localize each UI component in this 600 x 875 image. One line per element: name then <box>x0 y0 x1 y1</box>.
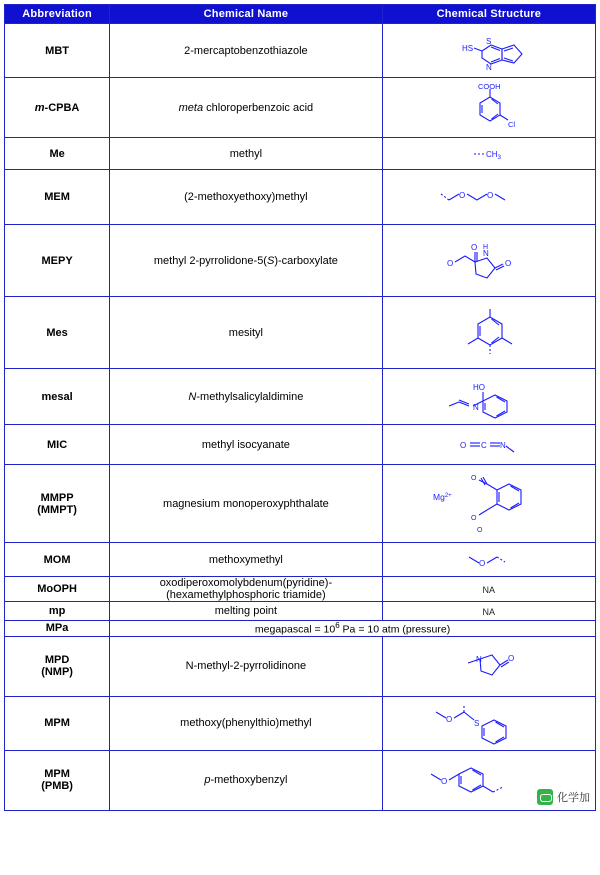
name-suffix: )-carboxylate <box>274 254 338 267</box>
cell-chemical-name: methyl isocyanate <box>110 425 382 465</box>
structure-label: O <box>476 526 483 534</box>
structure-label: S <box>485 36 492 46</box>
methyl-pyrrolidone-carboxylate-structure <box>383 230 595 292</box>
structure-label: O <box>470 514 477 522</box>
name-prefix: methyl 2-pyrrolidone-5( <box>153 254 267 267</box>
table-row <box>5 425 596 465</box>
cell-abbreviation: MBT <box>5 24 110 78</box>
cell-chemical-name-wide <box>110 621 596 637</box>
cell-chemical-name: N-methyl-2-pyrrolidinone <box>110 636 382 696</box>
cell-chemical-structure <box>382 636 595 696</box>
table-row <box>5 543 596 577</box>
column-header-chemical-structure: Chemical Structure <box>382 5 595 24</box>
cell-abbreviation: MEM <box>5 170 110 225</box>
table-row <box>5 297 596 369</box>
cell-chemical-structure <box>382 170 595 225</box>
cell-chemical-structure <box>382 696 595 750</box>
table-row <box>5 602 596 621</box>
structure-label: O <box>507 654 515 663</box>
cell-chemical-name <box>110 577 382 602</box>
not-available-label: NA <box>482 607 496 617</box>
structure-label: N <box>482 248 489 258</box>
structure-label: O <box>470 474 477 482</box>
cell-abbreviation: MPa <box>5 621 110 637</box>
structure-label: O <box>504 258 512 268</box>
cell-chemical-structure <box>382 225 595 297</box>
methyl-isocyanate-structure <box>383 430 595 460</box>
table-row <box>5 225 596 297</box>
cell-abbreviation <box>5 636 110 696</box>
cell-chemical-structure <box>382 577 595 602</box>
methoxyethoxymethyl-structure <box>383 182 595 212</box>
cell-abbreviation: MIC <box>5 425 110 465</box>
cell-chemical-name <box>110 750 382 810</box>
structure-label: S <box>473 719 480 728</box>
abbreviation-table-sheet <box>4 4 596 811</box>
table-row <box>5 750 596 810</box>
methoxy-phenylthio-methyl-structure <box>383 700 595 746</box>
watermark <box>537 789 590 805</box>
column-header-chemical-name: Chemical Name <box>110 5 382 24</box>
structure-label: N <box>472 402 479 412</box>
n-methyl-pyrrolidinone-structure <box>383 641 595 691</box>
not-available-label: NA <box>482 585 496 595</box>
structure-label: C <box>480 440 487 450</box>
structure-label: O <box>440 777 448 786</box>
table-row <box>5 621 596 637</box>
abbreviation-table <box>4 4 596 811</box>
structure-label: O <box>446 258 454 268</box>
name-prefix: megapascal = 10 <box>254 623 336 636</box>
column-header-abbreviation: Abbreviation <box>5 5 110 24</box>
abbrev-line-1: MPM <box>44 768 70 780</box>
cell-abbreviation <box>5 750 110 810</box>
structure-label: HO <box>472 382 485 392</box>
cell-abbreviation: Me <box>5 138 110 170</box>
cell-chemical-name: melting point <box>110 602 382 621</box>
structure-label: N <box>499 440 506 450</box>
mercaptobenzothiazole-structure <box>383 28 595 74</box>
cell-abbreviation <box>5 78 110 138</box>
abbrev-line-1: MMPP <box>40 491 74 504</box>
cell-chemical-structure <box>382 602 595 621</box>
structure-label: HS <box>461 43 473 53</box>
table-row <box>5 465 596 543</box>
table-row <box>5 138 596 170</box>
magnesium-monoperoxyphthalate-structure <box>383 470 595 538</box>
cell-abbreviation: MoOPH <box>5 577 110 602</box>
table-row <box>5 696 596 750</box>
table-row <box>5 170 596 225</box>
cell-abbreviation: MPM <box>5 696 110 750</box>
name-line-1: oxodiperoxomolybdenum(pyridine)- <box>159 577 333 589</box>
cell-abbreviation <box>5 465 110 543</box>
structure-label: O <box>486 191 494 200</box>
cell-chemical-structure <box>382 425 595 465</box>
name-line-2: (hexamethylphosphoric triamide) <box>166 589 326 601</box>
cell-abbreviation: Mes <box>5 297 110 369</box>
methyl-structure <box>383 143 595 165</box>
name-suffix: chloroperbenzoic acid <box>203 101 314 114</box>
abbrev-suffix: -CPBA <box>44 101 80 114</box>
cell-chemical-structure <box>382 297 595 369</box>
name-superscript: 6 <box>335 621 340 630</box>
cell-chemical-name <box>110 369 382 425</box>
structure-label: $Mg^{2+}$ <box>432 491 452 502</box>
watermark-text: 化学加 <box>557 791 590 804</box>
name-suffix: Pa = 10 atm (pressure) <box>339 623 451 636</box>
cell-chemical-structure <box>382 543 595 577</box>
name-italic-prefix: meta <box>178 101 204 114</box>
structure-label: O <box>478 558 486 568</box>
table-row <box>5 577 596 602</box>
name-italic: N <box>188 390 197 403</box>
table-header <box>5 5 596 24</box>
name-italic: p <box>204 774 211 786</box>
cell-chemical-name: magnesium monoperoxyphthalate <box>110 465 382 543</box>
cell-abbreviation: MEPY <box>5 225 110 297</box>
cell-chemical-structure <box>382 138 595 170</box>
structure-label: Cl <box>507 119 515 129</box>
table-row <box>5 24 596 78</box>
methylsalicylaldimine-structure <box>383 372 595 422</box>
meta-chloroperbenzoic-acid-structure <box>383 81 595 135</box>
structure-label: COOH <box>477 81 501 91</box>
cell-chemical-name: 2-mercaptobenzothiazole <box>110 24 382 78</box>
cell-chemical-structure <box>382 24 595 78</box>
structure-label: H <box>482 243 488 251</box>
cell-abbreviation: mp <box>5 602 110 621</box>
cell-chemical-name <box>110 225 382 297</box>
abbrev-line-2: (MMPT) <box>37 503 77 516</box>
abbrev-line-2: (NMP) <box>41 666 73 678</box>
structure-label: O <box>470 242 478 252</box>
table-row <box>5 78 596 138</box>
structure-label: O <box>458 191 466 200</box>
cell-chemical-structure <box>382 465 595 543</box>
cell-abbreviation: mesal <box>5 369 110 425</box>
cell-chemical-name: methoxymethyl <box>110 543 382 577</box>
structure-label: N <box>475 655 482 664</box>
table-row <box>5 636 596 696</box>
cell-abbreviation: MOM <box>5 543 110 577</box>
cell-chemical-name: mesityl <box>110 297 382 369</box>
abbrev-line-1: MPD <box>44 654 70 666</box>
table-row <box>5 369 596 425</box>
abbrev-line-2: (PMB) <box>41 780 73 792</box>
structure-label: O <box>459 440 467 450</box>
cell-chemical-name: methoxy(phenylthio)methyl <box>110 696 382 750</box>
structure-label: O <box>445 715 453 724</box>
abbrev-italic-prefix: m <box>34 101 45 114</box>
cell-chemical-name: (2-methoxyethoxy)methyl <box>110 170 382 225</box>
cell-chemical-name <box>110 78 382 138</box>
cell-chemical-structure <box>382 78 595 138</box>
name-suffix: -methylsalicylaldimine <box>196 390 304 403</box>
methoxymethyl-structure <box>383 549 595 571</box>
name-suffix: -methoxybenzyl <box>210 774 288 786</box>
mesityl-structure <box>383 302 595 364</box>
structure-label: $CH_3$ <box>485 149 501 161</box>
structure-label: N <box>485 62 492 72</box>
cell-chemical-name: methyl <box>110 138 382 170</box>
wechat-logo-icon <box>537 789 553 805</box>
name-italic: S <box>266 254 275 267</box>
cell-chemical-structure <box>382 369 595 425</box>
